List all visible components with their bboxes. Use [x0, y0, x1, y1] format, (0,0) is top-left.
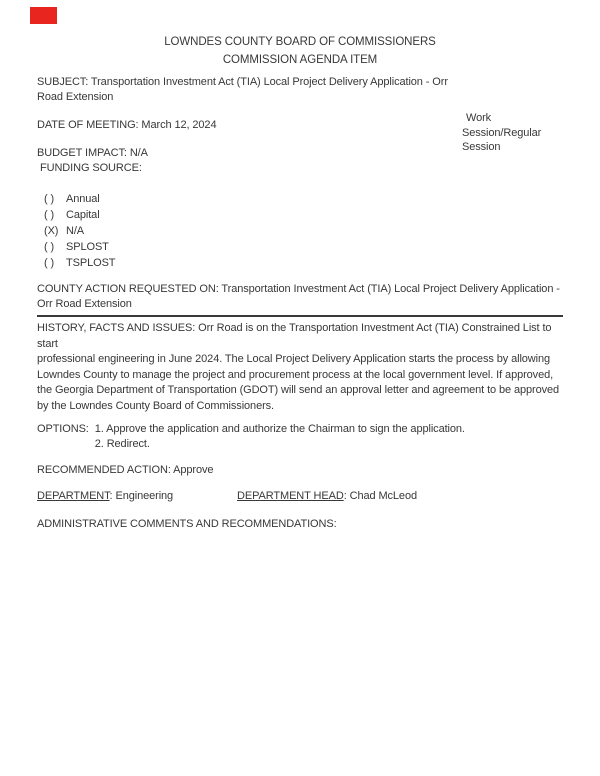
department-row	[37, 489, 563, 504]
funding-option-label: TSPLOST	[66, 257, 116, 269]
recommended-action: RECOMMENDED ACTION: Approve	[37, 464, 214, 476]
session-line: Session/Regular	[462, 126, 542, 139]
county-action-line: COUNTY ACTION REQUESTED ON: Transportation Investment Act (TIA) Local Project Delivery Application -	[37, 283, 560, 295]
budget-impact: BUDGET IMPACT: N/A	[37, 147, 148, 159]
subject-line: Road Extension	[37, 91, 114, 103]
header-board-title: LOWNDES COUNTY BOARD OF COMMISSIONERS	[164, 36, 436, 48]
department-head-value: : Chad McLeod	[343, 490, 417, 502]
department-field	[37, 489, 237, 504]
funding-option-label: SPLOST	[66, 241, 109, 253]
checkbox-mark-checked: (X)	[44, 225, 59, 237]
funding-source-label: FUNDING SOURCE:	[40, 162, 142, 174]
history-line: Lowndes County to manage the project and procurement process at the local government level. If approved,	[37, 368, 554, 381]
funding-option-splost	[44, 239, 563, 255]
department-label: DEPARTMENT	[37, 490, 110, 502]
subject-line: SUBJECT: Transportation Investment Act (TIA) Local Project Delivery Application - Orr	[37, 76, 448, 88]
options-label: OPTIONS:	[37, 423, 89, 435]
session-line: Work	[466, 112, 492, 124]
funding-option-annual	[44, 191, 563, 207]
funding-option-tsplost	[44, 255, 563, 271]
funding-option-label: Capital	[66, 209, 100, 221]
history-line: professional engineering in June 2024. The Local Project Delivery Application starts the process by allowing	[37, 353, 551, 365]
checkbox-mark: ( )	[44, 209, 55, 221]
history-line: by the Lowndes County Board of Commissioners.	[37, 399, 275, 412]
department-head-field	[237, 489, 417, 504]
funding-options-list	[37, 191, 563, 271]
history-line: HISTORY, FACTS AND ISSUES: Orr Road is on the Transportation Investment Act (TIA) Constrained List to start	[37, 322, 552, 350]
administrative-comments-heading: ADMINISTRATIVE COMMENTS AND RECOMMENDATIONS:	[37, 518, 337, 530]
county-action-line: Orr Road Extension	[37, 298, 132, 310]
document-header	[0, 0, 600, 69]
funding-option-label: N/A	[66, 225, 85, 237]
annotation-red-box	[30, 7, 57, 24]
session-type-note	[462, 111, 541, 155]
history-facts-issues-block	[37, 321, 563, 414]
options-block	[37, 422, 563, 452]
checkbox-mark: ( )	[44, 257, 55, 269]
department-head-label: DEPARTMENT HEAD	[237, 490, 344, 502]
header-agenda-title: COMMISSION AGENDA ITEM	[222, 54, 378, 66]
department-value: : Engineering	[109, 490, 174, 502]
options-items	[95, 422, 465, 452]
session-line: Session	[462, 141, 501, 153]
funding-option-capital	[44, 207, 563, 223]
divider-rule	[37, 315, 563, 317]
checkbox-mark: ( )	[44, 241, 55, 253]
date-of-meeting: DATE OF MEETING: March 12, 2024	[37, 119, 217, 131]
funding-option-label: Annual	[66, 193, 100, 205]
option-item-1: 1. Approve the application and authorize the Chairman to sign the application.	[94, 423, 465, 435]
checkbox-mark: ( )	[44, 193, 55, 205]
county-action-block	[37, 282, 563, 312]
history-line: the Georgia Department of Transportation (GDOT) will send an approval letter and agreement to be approved	[37, 384, 560, 396]
funding-option-na	[44, 223, 563, 239]
subject-block	[37, 75, 563, 105]
option-item-2: 2. Redirect.	[94, 438, 150, 450]
